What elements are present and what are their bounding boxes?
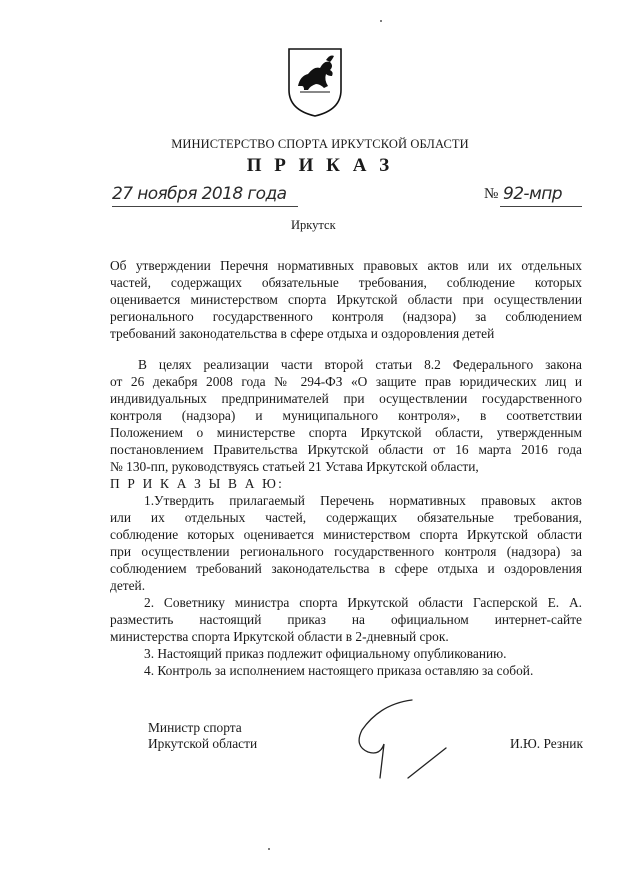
item-1-line: детей. (110, 578, 146, 593)
handwritten-number: 92-мпр (503, 184, 562, 204)
position-line: Министр спорта (148, 720, 242, 735)
preamble-line: от 26 декабря 2008 года № 294-ФЗ «О защите прав юридических лиц и (110, 374, 582, 389)
item-4-line: 4. Контроль за исполнением настоящего приказа оставляю за собой. (144, 663, 534, 678)
item-3-line: 3. Настоящий приказ подлежит официальному опубликованию. (144, 646, 507, 661)
item-1-line: при осуществлении регионального государственного контроля (надзора) за (110, 544, 582, 559)
handwritten-date: 27 ноября 2018 года (112, 184, 287, 204)
preamble-line: № 130-пп, руководствуясь статьей 21 Устава Иркутской области, (110, 459, 479, 474)
order-subject (110, 257, 582, 342)
subject-line: регионального государственного контроля (надзора) за соблюдением (110, 309, 582, 324)
document-title: П Р И К А З (246, 155, 394, 176)
preamble-line: Положением о министерстве спорта Иркутской области, утвержденным (110, 425, 582, 440)
preamble-line: В целях реализации части второй статьи 8.2 Федерального закона (138, 357, 582, 372)
date-underline (112, 206, 298, 207)
signatory-name: И.Ю. Резник (510, 736, 583, 751)
item-1-line: 1.Утвердить прилагаемый Перечень нормативных правовых актов (144, 493, 582, 508)
irkutsk-coat-of-arms-icon (286, 46, 344, 118)
item-2-line: 2. Советнику министра спорта Иркутской области Гасперской Е. А. (144, 595, 582, 610)
scan-dot (380, 20, 382, 22)
order-body (110, 356, 582, 679)
scan-dot (268, 848, 270, 850)
subject-line: частей, содержащих обязательные требования, соблюдение которых (110, 275, 582, 290)
number-underline (500, 206, 582, 207)
preamble-line: контроля (надзора) и муниципального контроля», в соответствии (110, 408, 582, 423)
subject-line: Об утверждении Перечня нормативных правовых актов или их отдельных (110, 258, 582, 273)
signatory-position (148, 720, 257, 752)
order-word: П Р И К А З Ы В А Ю: (110, 476, 284, 491)
position-line: Иркутской области (148, 736, 258, 751)
number-sign: № (484, 186, 499, 202)
preamble-line: индивидуальных предпринимателей при осуществлении государственного (110, 391, 582, 406)
city: Иркутск (291, 218, 336, 232)
handwritten-signature (350, 690, 470, 790)
item-1-line: соблюдение которых оценивается министерством спорта Иркутской области (110, 527, 582, 542)
subject-line: требований законодательства в сфере отдыха и оздоровления детей (110, 326, 495, 341)
item-1-line: соблюдением требований законодательства в сфере отдыха и оздоровления (110, 561, 582, 576)
ministry-name: МИНИСТЕРСТВО СПОРТА ИРКУТСКОЙ ОБЛАСТИ (171, 137, 469, 151)
preamble-line: постановлением Правительства Иркутской области от 16 марта 2016 года (110, 442, 582, 457)
item-2-line: министерства спорта Иркутской области в 2-дневный срок. (110, 629, 449, 644)
item-1-line: или их отдельных частей, содержащих обязательные требования, (110, 510, 582, 525)
item-2-line: разместить настоящий приказ на официальном интернет-сайте (110, 612, 582, 627)
subject-line: оценивается министерством спорта Иркутской области при осуществлении (110, 292, 582, 307)
